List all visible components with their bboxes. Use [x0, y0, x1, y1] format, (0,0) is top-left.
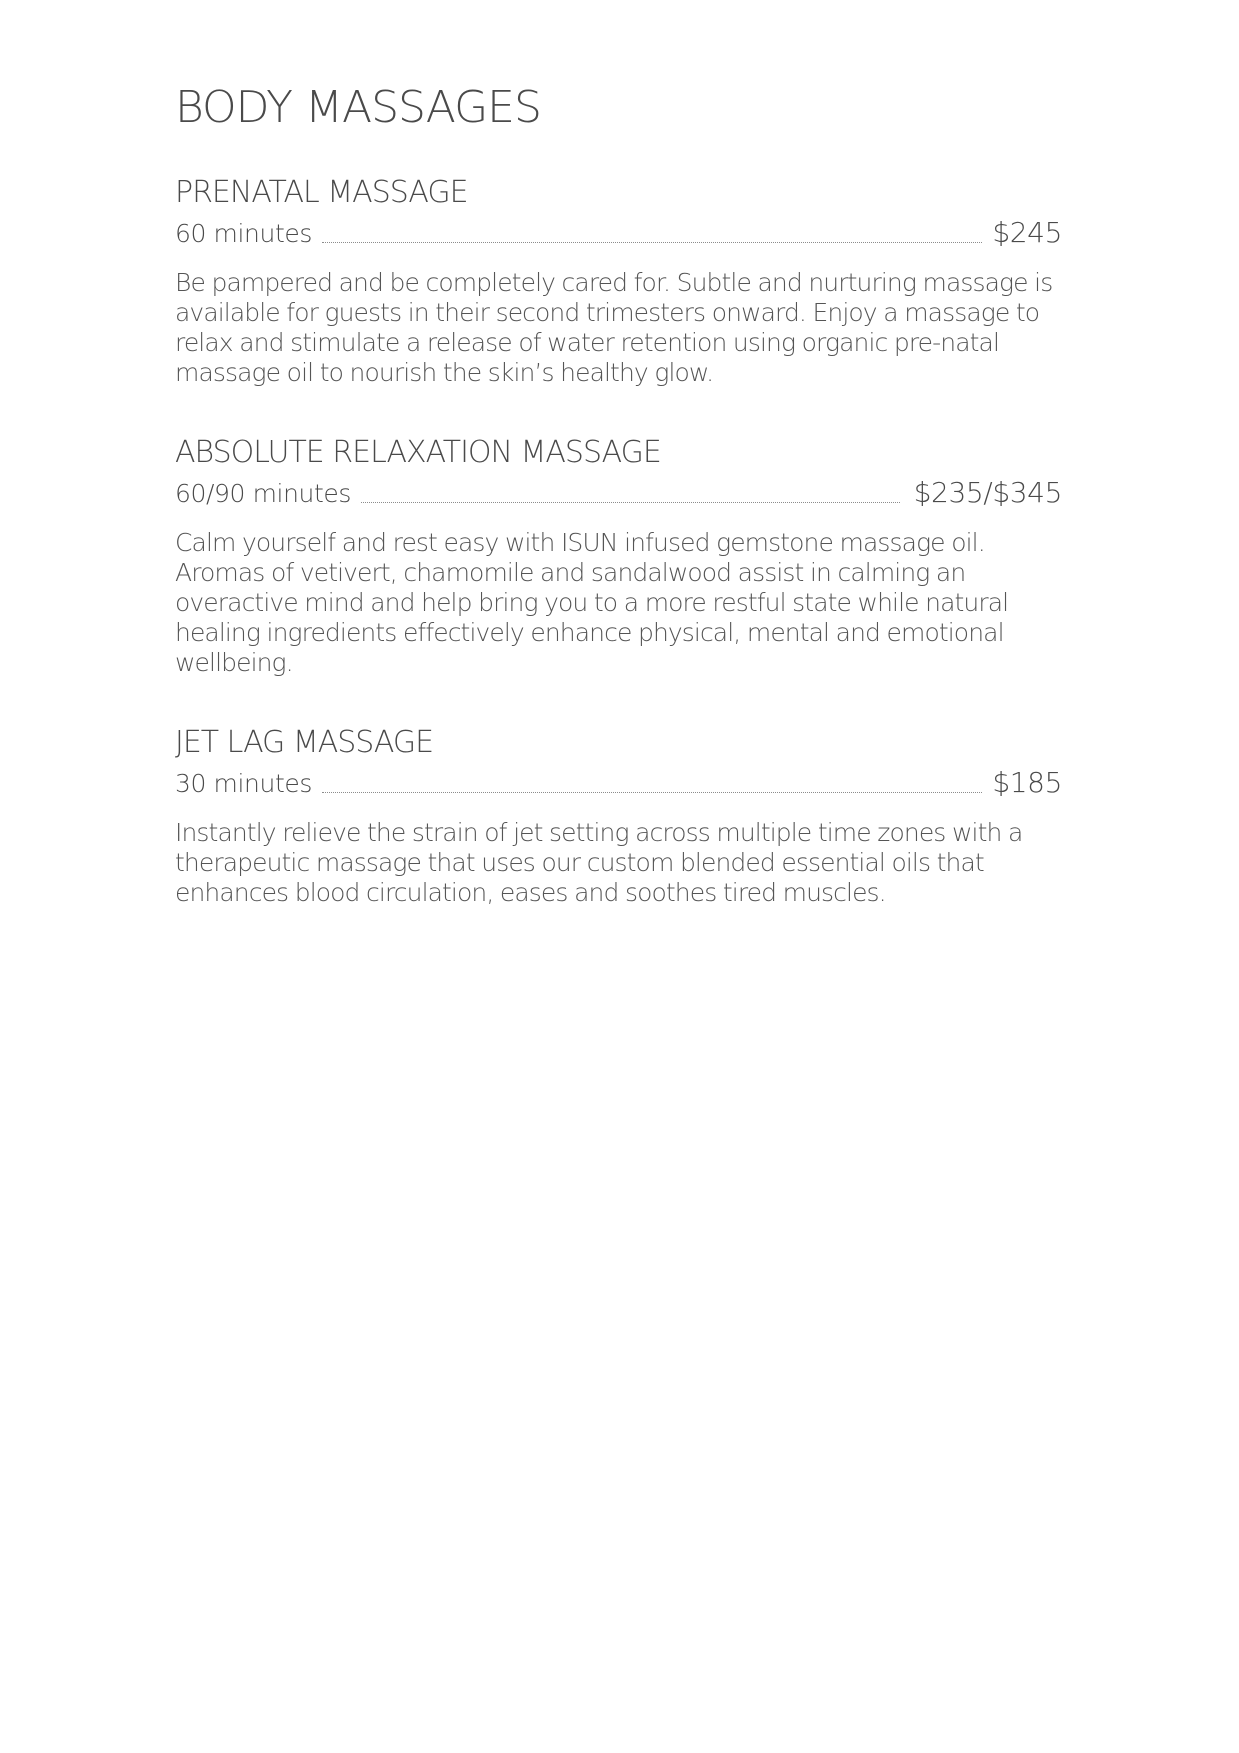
treatment-duration: 60 minutes: [175, 219, 312, 248]
dotted-leader: [322, 241, 982, 243]
treatment-duration: 60/90 minutes: [175, 479, 351, 508]
price-row: [175, 476, 1062, 512]
treatment-jet-lag-massage: [175, 724, 1062, 908]
treatment-absolute-relaxation-massage: [175, 434, 1062, 678]
treatment-description: Be pampered and be completely cared for. Subtle and nurturing massage is available for guests in their second trimesters onward. Enjoy a massage to relax and stimulate a release of water retention using organic pre-natal massage oil to nourish the skin’s healthy glow.: [175, 268, 1053, 387]
treatment-price: $245: [992, 216, 1062, 249]
price-row: [175, 216, 1062, 252]
menu-page: [175, 82, 1062, 908]
treatment-name: JET LAG MASSAGE: [175, 725, 434, 760]
treatment-duration: 30 minutes: [175, 769, 312, 798]
treatment-prenatal-massage: [175, 174, 1062, 388]
treatment-name: PRENATAL MASSAGE: [175, 175, 468, 210]
dotted-leader: [361, 501, 900, 503]
page-title: BODY MASSAGES: [175, 82, 541, 133]
treatment-description: Instantly relieve the strain of jet setting across multiple time zones with a therapeutic massage that uses our custom blended essential oils that enhances blood circulation, eases and soothes tired muscles.: [175, 818, 1023, 907]
treatment-price: $235/$345: [913, 476, 1062, 509]
treatment-description: Calm yourself and rest easy with ISUN infused gemstone massage oil. Aromas of vetivert, chamomile and sandalwood assist in calming an overactive mind and help bring you to a more restful state while natural healing ingredients effectively enhance physical, mental and emotional wellbeing.: [175, 528, 1009, 677]
dotted-leader: [322, 791, 982, 793]
treatment-price: $185: [992, 766, 1062, 799]
treatment-name: ABSOLUTE RELAXATION MASSAGE: [175, 435, 661, 470]
price-row: [175, 766, 1062, 802]
